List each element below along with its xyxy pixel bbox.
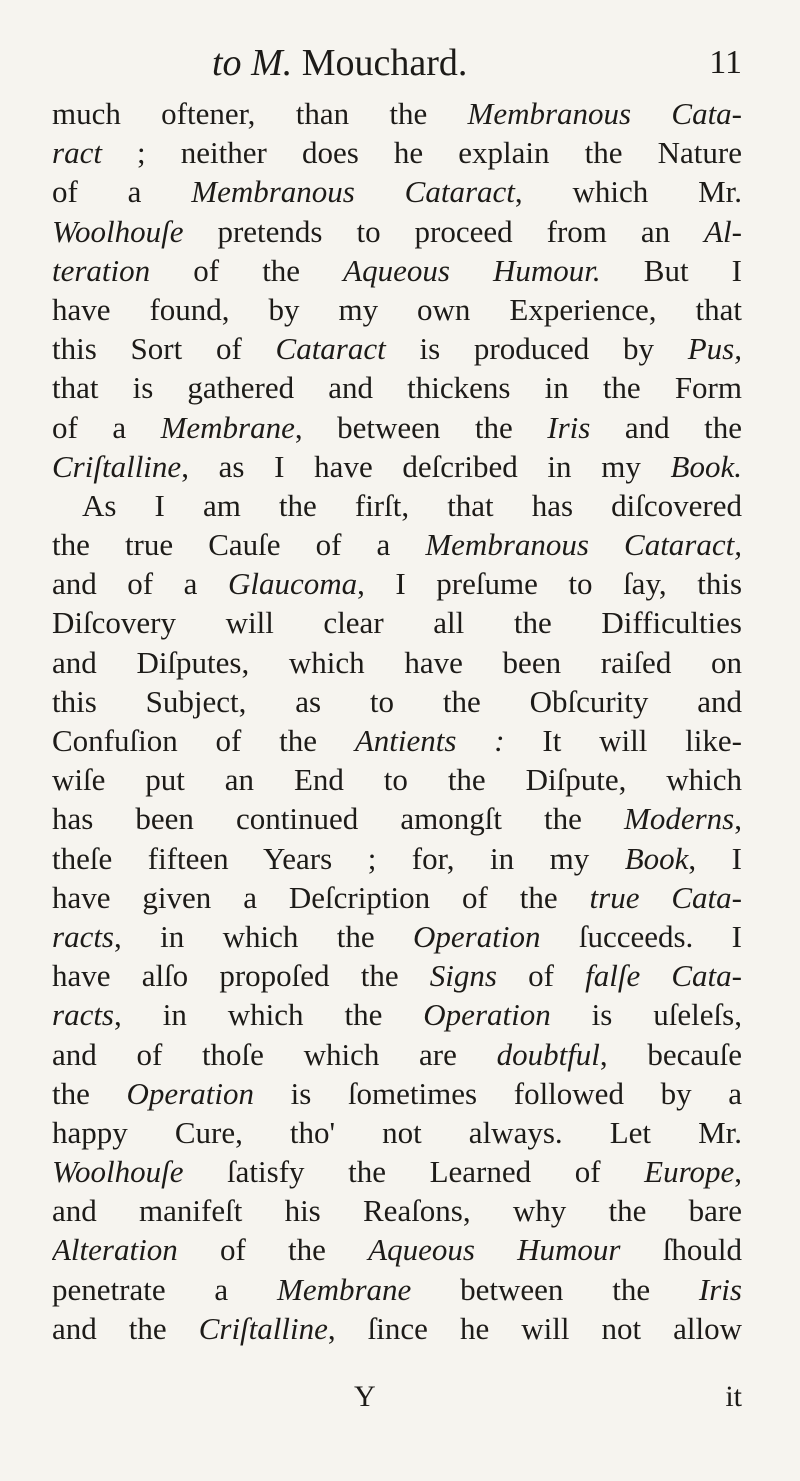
running-header xyxy=(52,40,742,90)
text-line xyxy=(52,799,742,838)
page-footer xyxy=(52,1378,742,1418)
italic-run: teration xyxy=(52,252,151,288)
italic-run: falſe Cata- xyxy=(585,958,742,994)
text-run: It will like- xyxy=(504,723,742,758)
text-line xyxy=(52,760,742,799)
text-run: have alſo propoſed the xyxy=(52,958,430,994)
italic-run: ract xyxy=(52,135,102,171)
italic-run: Criſtalline xyxy=(52,448,182,484)
text-line xyxy=(52,682,742,721)
italic-run: racts xyxy=(52,997,114,1033)
text-run: ; neither does he explain the Nature xyxy=(101,135,742,171)
italic-run: Aqueous Humour xyxy=(368,1232,621,1268)
italic-run: Glaucoma xyxy=(227,566,358,602)
text-run: wiſe put an End to the Diſpute, which xyxy=(52,762,742,798)
running-title-italic: M. xyxy=(251,42,293,84)
text-run: , in which the xyxy=(114,918,414,954)
text-run: and the xyxy=(52,1310,199,1346)
text-line xyxy=(52,525,742,564)
text-run: much oftener, than the xyxy=(52,96,468,131)
text-line xyxy=(52,212,742,251)
text-run: of a xyxy=(52,174,192,210)
text-run: But I xyxy=(600,252,742,288)
text-run: is uſeleſs, xyxy=(550,997,742,1033)
text-run: have given a Deſcription of the xyxy=(52,879,590,915)
text-run: theſe fifteen Years ; for, in my xyxy=(52,840,625,876)
text-run: and the xyxy=(590,409,742,445)
text-run: , between the xyxy=(294,409,548,445)
text-run: and of a xyxy=(52,566,228,602)
text-line xyxy=(52,1191,742,1230)
text-line xyxy=(52,1309,742,1348)
running-title-name: Mouchard. xyxy=(301,42,468,84)
page-number: 11 xyxy=(709,44,742,81)
text-line xyxy=(52,839,742,878)
text-line xyxy=(52,643,742,682)
italic-run: Aqueous Humour. xyxy=(343,252,601,288)
italic-run: doubtful xyxy=(496,1036,600,1072)
italic-run: Membranous Cataract xyxy=(191,174,515,210)
text-run: ſucceeds. I xyxy=(540,918,742,954)
text-run: of a xyxy=(52,409,161,445)
text-line xyxy=(52,329,742,368)
text-run: , xyxy=(734,801,742,837)
italic-run: Membranous Cataract, xyxy=(425,527,742,563)
text-run: of the xyxy=(177,1232,369,1268)
italic-run: Antients : xyxy=(354,723,505,758)
text-run: happy Cure, tho' not always. Let Mr. xyxy=(52,1114,742,1150)
text-run: pretends to proceed from an xyxy=(183,213,705,249)
text-run: , in which the xyxy=(114,997,424,1033)
text-run: have found, by my own Experience, that xyxy=(52,291,742,327)
text-line xyxy=(52,878,742,917)
text-run: Diſcovery will clear all the Difficulties xyxy=(52,605,742,641)
italic-run: Alteration xyxy=(52,1232,178,1268)
italic-run: Europe xyxy=(644,1154,735,1190)
text-run: of the xyxy=(150,252,344,288)
text-run: is produced by xyxy=(385,331,688,367)
text-line xyxy=(52,603,742,642)
text-line xyxy=(52,1035,742,1074)
italic-run: Moderns xyxy=(624,801,735,837)
text-run: Confuſion of the xyxy=(52,723,355,758)
italic-run: Operation xyxy=(126,1075,254,1111)
text-run: of xyxy=(496,958,586,994)
text-run: is ſometimes followed by a xyxy=(253,1075,742,1111)
italic-run: racts xyxy=(52,918,114,954)
italic-run: Membrane xyxy=(160,409,295,445)
text-line xyxy=(52,290,742,329)
text-run: ſhould xyxy=(620,1232,742,1268)
text-line xyxy=(52,1074,742,1113)
body-text xyxy=(52,94,742,1348)
text-run: , I xyxy=(688,840,742,876)
italic-run: true Cata- xyxy=(589,879,742,915)
text-run: and of thoſe which are xyxy=(52,1036,497,1072)
text-run: the xyxy=(52,1075,127,1111)
italic-run: Pus, xyxy=(687,331,742,367)
text-run: As I am the firſt, that has diſcovered xyxy=(82,487,742,523)
text-run: and manifeſt his Reaſons, why the bare xyxy=(52,1193,742,1229)
text-line xyxy=(52,94,742,133)
text-line xyxy=(52,172,742,211)
catchword: it xyxy=(725,1380,742,1413)
italic-run: Book xyxy=(624,840,689,876)
text-line xyxy=(52,956,742,995)
italic-run: Membrane xyxy=(277,1271,412,1307)
text-run: has been continued amongſt the xyxy=(52,801,625,837)
italic-run: Operation xyxy=(423,997,551,1033)
signature-mark: Y xyxy=(354,1380,376,1413)
text-line xyxy=(52,1230,742,1269)
text-line xyxy=(52,1113,742,1152)
text-run: , ſince he will not allow xyxy=(327,1310,742,1346)
italic-run: Woolhouſe xyxy=(52,1154,184,1190)
text-run: , xyxy=(734,1154,742,1190)
text-line xyxy=(52,447,742,486)
text-run: this Subject, as to the Obſcurity and xyxy=(52,683,742,719)
text-run: between the xyxy=(411,1271,699,1307)
italic-run: Book. xyxy=(670,448,742,484)
italic-run: Operation xyxy=(413,918,541,954)
text-line xyxy=(52,486,742,525)
text-run: that is gathered and thickens in the Form xyxy=(52,370,742,406)
running-title xyxy=(212,40,467,86)
text-run: this Sort of xyxy=(52,331,276,367)
text-run: ſatisfy the Learned of xyxy=(183,1154,645,1190)
italic-run: Cataract xyxy=(275,331,386,367)
text-run: penetrate a xyxy=(52,1271,277,1307)
italic-run: Iris xyxy=(547,409,591,445)
text-line xyxy=(52,1270,742,1309)
text-run: , I preſume to ſay, this xyxy=(357,566,742,602)
text-run: , which Mr. xyxy=(514,174,742,210)
italic-run: Woolhouſe xyxy=(52,213,184,249)
text-run: and Diſputes, which have been raiſed on xyxy=(52,644,742,680)
text-line xyxy=(52,1152,742,1191)
italic-run: Al- xyxy=(704,213,742,249)
text-line xyxy=(52,564,742,603)
text-line xyxy=(52,133,742,172)
text-run: , as I have deſcribed in my xyxy=(181,448,671,484)
text-line xyxy=(52,995,742,1034)
running-title-prefix: to xyxy=(212,42,242,84)
italic-run: Criſtalline xyxy=(198,1310,328,1346)
italic-run: Membranous Cata- xyxy=(467,96,742,131)
text-line xyxy=(52,721,742,760)
text-line xyxy=(52,251,742,290)
text-line xyxy=(52,368,742,407)
text-run: the true Cauſe of a xyxy=(52,527,426,563)
text-line xyxy=(52,917,742,956)
italic-run: Signs xyxy=(429,958,497,994)
italic-run: Iris xyxy=(698,1271,742,1307)
text-line xyxy=(52,408,742,447)
text-run: , becauſe xyxy=(599,1036,742,1072)
